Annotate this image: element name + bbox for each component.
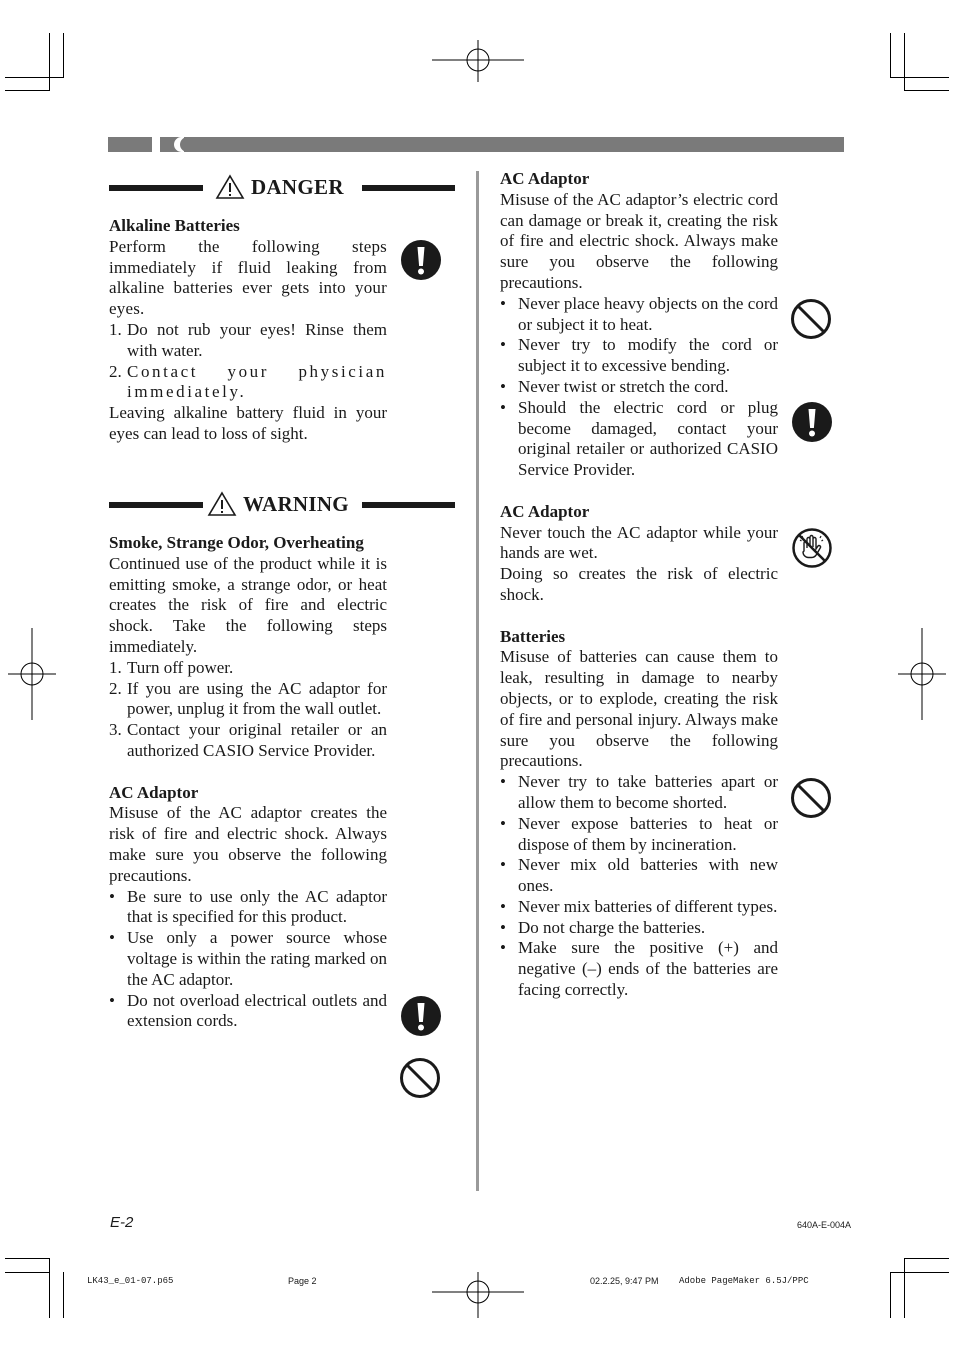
right-column xyxy=(500,169,778,1001)
exclamation-circle-icon xyxy=(400,239,442,281)
list-item: • Never mix batteries of different types. xyxy=(500,896,778,916)
list-item: • Never try to modify the cord or subject it to excessive bending. xyxy=(500,335,778,376)
prohibition-circle-icon xyxy=(790,298,832,340)
crop-mark xyxy=(890,1272,949,1273)
list-item: 2. Contact your physician immediately. xyxy=(109,361,387,402)
crop-mark xyxy=(890,77,949,78)
header-bar xyxy=(108,137,844,152)
warning-section xyxy=(109,533,395,1032)
list-item: • Never twist or stretch the cord. xyxy=(500,376,729,396)
exclamation-circle-icon xyxy=(791,401,833,443)
list-item: 3. Contact your original retailer or an authorized CASIO Service Provider. xyxy=(109,720,387,760)
crop-mark xyxy=(5,1258,50,1259)
list-item: • Never try to take batteries apart or allow them to become shorted. xyxy=(500,772,778,812)
paragraph: Never touch the AC adaptor while your hands are wet. xyxy=(500,522,778,563)
page-number: E-2 xyxy=(110,1214,134,1231)
warning-title: WARNING xyxy=(243,491,349,516)
section-heading: AC Adaptor xyxy=(500,169,590,188)
list-item: 1. Turn off power. xyxy=(109,657,234,677)
registration-mark-icon xyxy=(8,628,56,720)
slug-app: Adobe PageMaker 6.5J/PPC xyxy=(679,1276,809,1286)
list-item: • Never place heavy objects on the cord or subject it to heat. xyxy=(500,293,778,334)
list-item: • Should the electric cord or plug become damaged, contact your original retailer or authorized CASIO Service Provider. xyxy=(500,397,778,480)
warning-heading xyxy=(109,490,455,520)
paragraph: Doing so creates the risk of electric shock. xyxy=(500,564,778,604)
list-item: • Do not overload electrical outlets and extension cords. xyxy=(109,990,387,1031)
paragraph: Misuse of the AC adaptor’s electric cord can damage or break it, creating the risk of fire and electric shock. Always make sure you observe the following precautions. xyxy=(500,189,778,292)
no-wet-hands-icon xyxy=(791,527,833,569)
paragraph: Leaving alkaline battery fluid in your eyes can lead to loss of sight. xyxy=(109,403,387,443)
paragraph: Perform the following steps immediately if fluid leaking from alkaline batteries ever gets into your eyes. xyxy=(109,236,387,319)
doc-code: 640A-E-004A xyxy=(797,1220,852,1230)
list-item: • Never mix old batteries with new ones. xyxy=(500,855,778,896)
crop-mark xyxy=(904,33,905,91)
exclamation-circle-icon xyxy=(400,995,442,1037)
slug-page: Page 2 xyxy=(288,1276,317,1286)
crop-mark xyxy=(49,33,50,91)
crop-mark xyxy=(904,1258,949,1259)
section-heading: Alkaline Batteries xyxy=(109,216,240,235)
crop-mark xyxy=(904,1258,905,1318)
list-item: • Be sure to use only the AC adaptor that is specified for this product. xyxy=(109,886,387,927)
crop-mark xyxy=(890,1272,891,1318)
prohibition-circle-icon xyxy=(399,1057,441,1099)
list-item: • Use only a power source whose voltage is within the rating marked on the AC adaptor. xyxy=(109,928,387,989)
crop-mark xyxy=(5,1272,50,1273)
registration-mark-icon xyxy=(432,1272,524,1318)
danger-heading xyxy=(109,173,455,203)
crop-mark xyxy=(5,90,50,91)
list-item: 2. If you are using the AC adaptor for power, unplug it from the wall outlet. xyxy=(109,678,387,719)
crop-mark xyxy=(49,1258,50,1318)
section-heading: Batteries xyxy=(500,626,566,646)
paragraph: Continued use of the product while it is emitting smoke, a strange odor, or heat creates the risk of fire and electric shock. Take the following steps immediately. xyxy=(109,553,387,656)
paragraph: Misuse of the AC adaptor creates the risk of fire and electric shock. Always make sure you observe the following precautions. xyxy=(109,803,387,885)
registration-mark-icon xyxy=(898,628,946,720)
list-item: • Make sure the positive (+) and negative (–) ends of the batteries are facing correctly. xyxy=(500,938,778,1000)
crop-mark xyxy=(63,1272,64,1318)
list-item: • Do not charge the batteries. xyxy=(500,917,706,937)
warning-triangle-icon xyxy=(215,174,245,200)
registration-mark-icon xyxy=(432,40,524,82)
crop-mark xyxy=(890,33,891,78)
list-item: 1. Do not rub your eyes! Rinse them with water. xyxy=(109,319,387,360)
section-heading: Smoke, Strange Odor, Overheating xyxy=(109,533,364,552)
warning-triangle-icon xyxy=(207,491,237,517)
section-heading: AC Adaptor xyxy=(500,501,590,521)
danger-title: DANGER xyxy=(251,174,344,199)
crop-mark xyxy=(63,33,64,78)
crop-mark xyxy=(904,90,949,91)
crop-mark xyxy=(5,77,64,78)
section-heading: AC Adaptor xyxy=(109,782,199,802)
prohibition-circle-icon xyxy=(790,777,832,819)
list-item: • Never expose batteries to heat or dispose of them by incineration. xyxy=(500,813,778,854)
paragraph: Misuse of batteries can cause them to leak, resulting in damage to nearby objects, or to explode, creating the risk of fire and personal injury. Always make sure you observe the following precautions. xyxy=(500,647,778,771)
slug-date: 02.2.25, 9:47 PM xyxy=(590,1276,659,1286)
column-divider xyxy=(476,171,479,1191)
slug-file: LK43_e_01-07.p65 xyxy=(87,1276,174,1286)
danger-section xyxy=(109,216,387,445)
